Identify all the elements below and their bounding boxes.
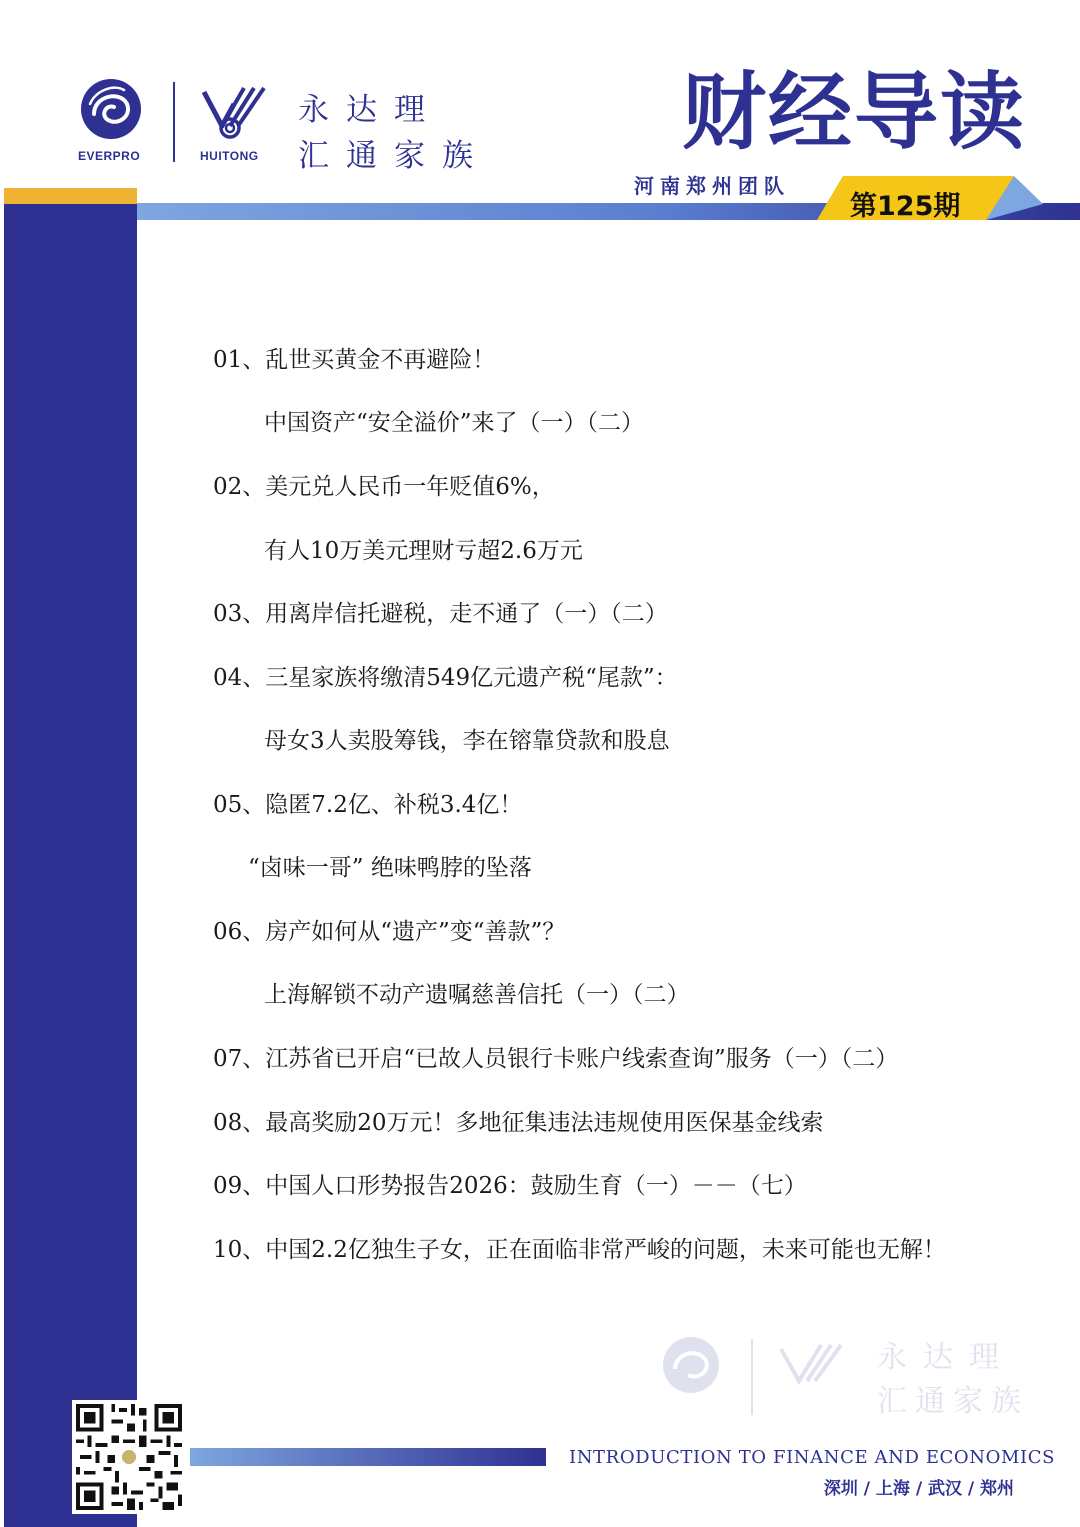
huitong-label: HUITONG (200, 149, 259, 163)
everpro-logo-icon (80, 78, 142, 140)
contents-item-05: 05、隐匿7.2亿、补税3.4亿！ (213, 792, 523, 818)
header-divider (173, 82, 175, 162)
everpro-label: EVERPRO (78, 149, 141, 163)
contents-item-10: 10、中国2.2亿独生子女，正在面临非常严峻的问题，未来可能也无解！ (213, 1237, 946, 1263)
watermark-logo-icon (655, 1335, 1035, 1425)
contents-item-05-subtitle: “卤味一哥” 绝味鸭脖的坠落 (248, 855, 532, 881)
contents-item-02-subtitle: 有人10万美元理财亏超2.6万元 (264, 538, 583, 564)
team-name: 河南郑州团队 (634, 174, 790, 198)
contents-item-01-subtitle: 中国资产“安全溢价”来了（一）（二） (264, 410, 645, 436)
contents-item-01: 01、乱世买黄金不再避险！ (213, 347, 496, 373)
contents-item-08: 08、最高奖励20万元！多地征集违法违规使用医保基金线索 (213, 1110, 824, 1136)
contents-item-06-subtitle: 上海解锁不动产遗嘱慈善信托（一）（二） (264, 982, 690, 1008)
contents-item-07: 07、江苏省已开启“已故人员银行卡账户线索查询”服务（一）（二） (213, 1046, 899, 1072)
huitong-logo-icon (200, 82, 268, 142)
contents-item-04: 04、三星家族将缴清549亿元遗产税“尾款”： (213, 665, 678, 691)
contents-item-06: 06、房产如何从“遗产”变“善款”？ (213, 919, 566, 945)
contents-item-03: 03、用离岸信托避税，走不通了（一）（二） (213, 601, 668, 627)
contents-item-09: 09、中国人口形势报告2026：鼓励生育（一）－－（七） (213, 1173, 807, 1199)
left-sidebar-band (4, 204, 137, 1527)
publication-title: 财经导读 (681, 63, 1026, 161)
footer-cities: 深圳 / 上海 / 武汉 / 郑州 (823, 1479, 1014, 1499)
qr-code-icon (72, 1400, 186, 1514)
contents-item-02: 02、美元兑人民币一年贬值6%， (213, 474, 555, 500)
svg-text:汇通家族: 汇通家族 (877, 1384, 1029, 1419)
footer-gradient-bar (190, 1448, 546, 1466)
contents-item-04-subtitle: 母女3人卖股筹钱，李在镕靠贷款和股息 (264, 728, 670, 754)
brand-name-line-2: 汇通家族 (298, 138, 490, 174)
issue-number-label: 第125期 (850, 191, 961, 222)
brand-name-line-1: 永达理 (298, 92, 442, 128)
svg-text:永达理: 永达理 (877, 1340, 1015, 1375)
footer-tagline: INTRODUCTION TO FINANCE AND ECONOMICS (569, 1447, 1056, 1468)
